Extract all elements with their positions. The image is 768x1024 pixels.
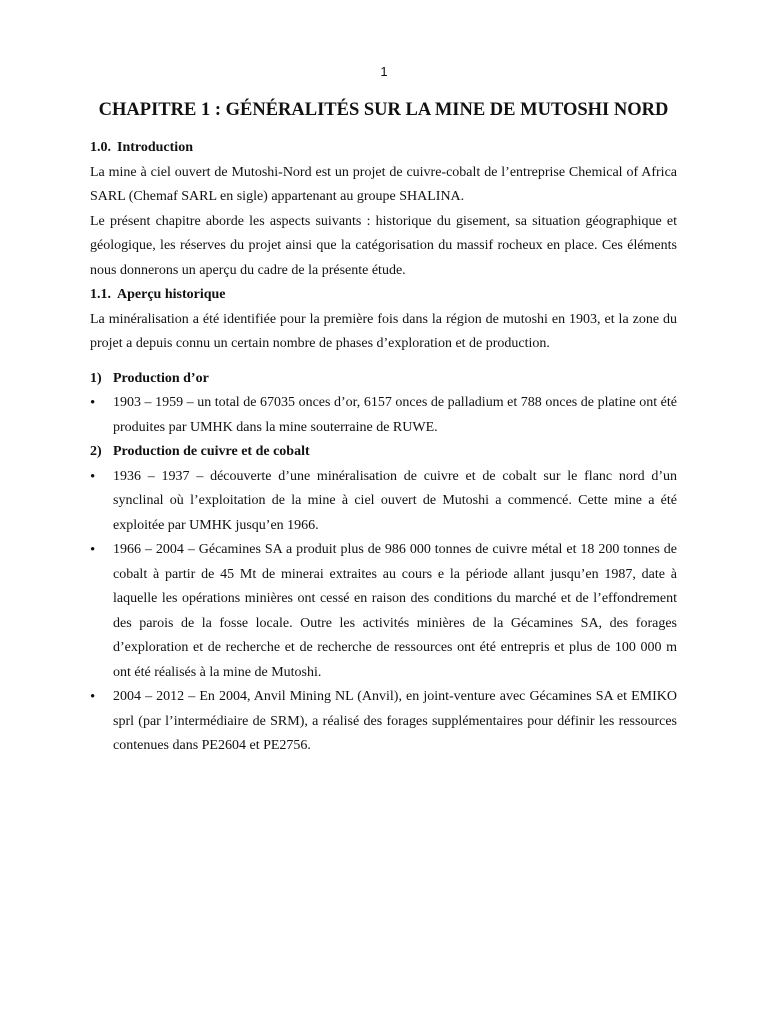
section-heading-introduction (90, 136, 677, 161)
subsection-number: 1) (90, 370, 102, 386)
subsection-heading-gold (90, 367, 677, 392)
list-item-text: 1903 – 1959 – un total de 67035 onces d’or, 6157 onces de palladium et 788 onces de platine ont été produites par UMHK dans la mine souterraine de RUWE. (113, 395, 677, 435)
section-number: 1.1. (90, 287, 111, 302)
bullet-list (90, 391, 677, 440)
subsection-title: Production de cuivre et de cobalt (113, 444, 310, 459)
paragraph: La minéralisation a été identifiée pour la première fois dans la région de mutoshi en 1903, et la zone du projet a depuis connu un certain nombre de phases d’exploration et de production. (90, 311, 677, 351)
list-item (90, 538, 677, 685)
section-number: 1.0. (90, 140, 111, 155)
list-item-text: 1966 – 2004 – Gécamines SA a produit plus de 986 000 tonnes de cuivre métal et 18 200 tonnes de cobalt à partir de 45 Mt de minerai extraites au cours e la période allant jusqu’en 1987, date à laquelle les opérations minières ont cessé en raison des conditions du marché et de l’effondrement des parois de la fosse locale. Outre les activités minières de la Gécamines SA, des forages d’exploration et de recherche et de recherche de ressources ont été entrepris et plus de 100 000 m ont été réalisés à la mine de Mutoshi. (113, 542, 677, 680)
page-content (90, 98, 677, 759)
paragraph: La mine à ciel ouvert de Mutoshi-Nord est un projet de cuivre-cobalt de l’entreprise Chemical of Africa SARL (Chemaf SARL en sigle) appartenant au groupe SHALINA. (90, 164, 677, 204)
bullet-icon: • (90, 542, 96, 558)
bullet-list (90, 465, 677, 759)
list-item (90, 391, 677, 440)
bullet-icon: • (90, 468, 96, 485)
bullet-icon: • (90, 689, 96, 705)
bullet-icon: • (90, 395, 96, 411)
paragraph: Le présent chapitre aborde les aspects suivants : historique du gisement, sa situation géographique et géologique, les réserves du projet ainsi que la catégorisation du massif rocheux en place. Ces éléments nous donnerons un aperçu du cadre de la présente étude. (90, 213, 677, 278)
section-title: Introduction (117, 140, 193, 155)
subsection-number: 2) (90, 444, 102, 459)
subsection-heading-copper-cobalt (90, 440, 677, 465)
list-item (90, 685, 677, 759)
list-item (90, 465, 677, 539)
page-number: 1 (380, 64, 388, 79)
list-item-text: 2004 – 2012 – En 2004, Anvil Mining NL (Anvil), en joint-venture avec Gécamines SA et EMIKO sprl (par l’intermédiaire de SRM), a réalisé des forages supplémentaires pour définir les ressources contenues dans PE2604 et PE2756. (113, 689, 677, 753)
section-heading-history (90, 283, 677, 308)
section-title: Aperçu historique (117, 287, 226, 302)
chapter-title: CHAPITRE 1 : GÉNÉRALITÉS SUR LA MINE DE MUTOSHI NORD (98, 100, 669, 120)
list-item-text: 1936 – 1937 – découverte d’une minéralisation de cuivre et de cobalt sur le flanc nord d’un synclinal où l’exploitation de la mine à ciel ouvert de Mutoshi a commencé. Cette mine a été exploitée par UMHK jusqu’en 1966. (113, 468, 677, 533)
subsection-title: Production d’or (113, 370, 209, 386)
